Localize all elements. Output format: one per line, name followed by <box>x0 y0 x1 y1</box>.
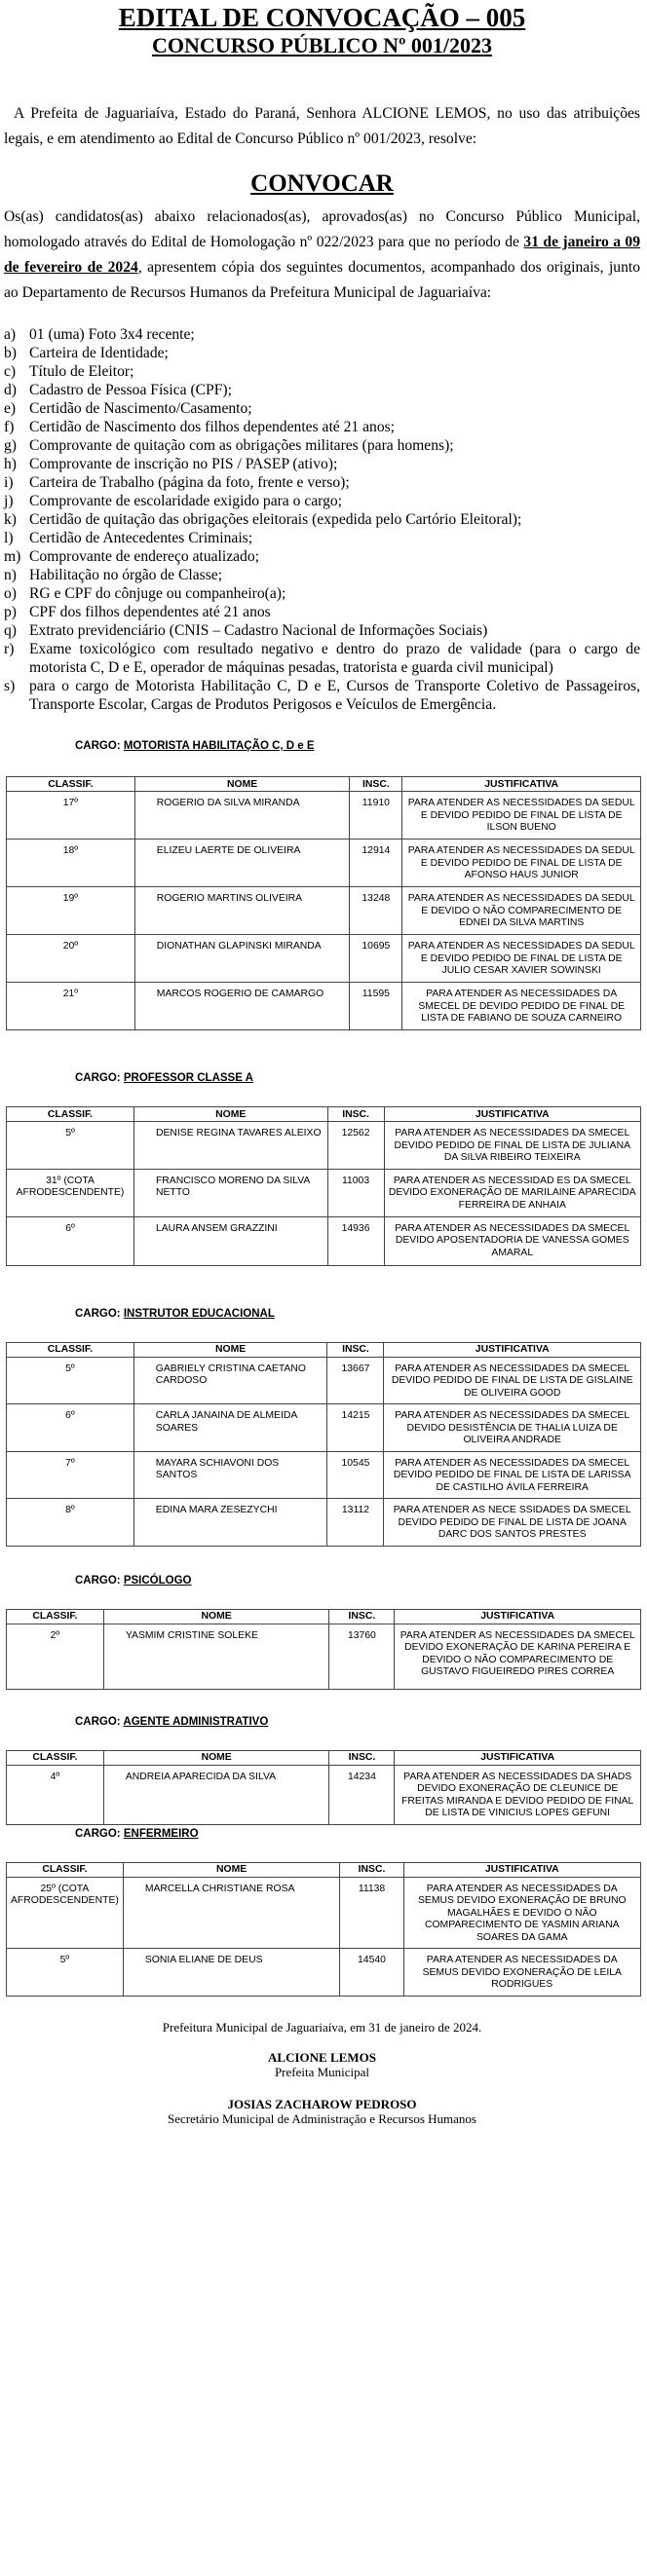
body-text-2: , apresentem cópia dos seguintes documentos, acompanhado dos originais, junto ao Departamento de Recursos Humanos da Prefeitura Municipal de Jaguariaíva: <box>4 259 641 301</box>
column-header-insc: INSC. <box>340 1862 403 1877</box>
column-header-nome: NOME <box>103 1609 329 1624</box>
document-letter: r) <box>4 641 15 657</box>
column-header-insc: INSC. <box>329 1750 395 1765</box>
cell-just: PARA ATENDER AS NECESSIDADES DA SEDUL E DEVIDO PEDIDO DE FINAL DE LISTA DE ILSON BUENO <box>402 792 641 840</box>
cell-just: PARA ATENDER AS NECESSIDADES DA SEDUL E DEVIDO PEDIDO DE FINAL DE LISTA DE JULIO CESAR XAVIER SOWINSKI <box>402 935 641 983</box>
cargo-heading <box>4 739 640 776</box>
table-row <box>7 1404 641 1452</box>
document-item <box>4 621 640 640</box>
document-text: RG e CPF do cônjuge ou companheiro(a); <box>29 585 286 602</box>
column-header-classif: CLASSIF. <box>7 1107 134 1122</box>
table-row <box>7 983 641 1030</box>
cell-classif: 31º (COTA AFRODESCENDENTE) <box>7 1169 134 1216</box>
cell-classif: 20º <box>7 935 135 983</box>
cell-classif: 25º (COTA AFRODESCENDENTE) <box>7 1877 124 1949</box>
document-letter: o) <box>4 585 17 602</box>
table-header-row <box>7 1609 641 1624</box>
column-header-nome: NOME <box>133 1107 327 1122</box>
cell-classif: 4º <box>7 1765 104 1824</box>
table-row <box>7 1357 641 1404</box>
table-header-row <box>7 777 641 792</box>
table-row <box>7 1451 641 1499</box>
cell-just: PARA ATENDER AS NECESSIDADES DA SMECEL DEVIDO PEDIDO DE FINAL DE LISTA DE JULIANA DA SILVA RIBEIRO TEIXEIRA <box>384 1122 640 1170</box>
cargos-container <box>4 739 640 2004</box>
signature-block <box>4 2004 640 2126</box>
document-letter: b) <box>4 345 17 361</box>
table-row <box>7 1765 641 1824</box>
cell-nome: YASMIM CRISTINE SOLEKE <box>103 1624 329 1689</box>
cargo-prefix: CARGO: <box>75 1574 124 1587</box>
cell-insc: 11595 <box>350 983 402 1030</box>
cell-insc: 14936 <box>327 1216 384 1265</box>
cell-nome: ROGERIO MARTINS OLIVEIRA <box>134 887 350 935</box>
column-header-justificativa: JUSTIFICATIVA <box>402 777 641 792</box>
cargo-heading <box>4 1574 640 1609</box>
document-item <box>4 436 640 455</box>
table-row <box>7 1499 641 1547</box>
cell-insc: 11138 <box>340 1877 403 1949</box>
cell-insc: 13760 <box>329 1624 395 1689</box>
cell-nome: DENISE REGINA TAVARES ALEIXO <box>133 1122 327 1170</box>
cargo-name: AGENTE ADMINISTRATIVO <box>123 1715 269 1728</box>
document-letter: d) <box>4 382 17 398</box>
body-text-1: Os(as) candidatos(as) abaixo relacionados(as), aprovados(as) no Concurso Público Municipal, homologado através do Edital de Homologação nº 022/2023 para que no período de <box>4 208 640 250</box>
cell-classif: 5º <box>7 1949 124 1997</box>
cell-nome: ANDREIA APARECIDA DA SILVA <box>103 1765 329 1824</box>
document-letter: n) <box>4 567 17 583</box>
cell-classif: 5º <box>7 1357 134 1404</box>
document-text: Certidão de Antecedentes Criminais; <box>29 530 253 546</box>
document-item <box>4 492 640 510</box>
column-header-justificativa: JUSTIFICATIVA <box>395 1609 641 1624</box>
document-letter: f) <box>4 419 15 435</box>
column-header-insc: INSC. <box>350 777 402 792</box>
document-text: Habilitação no órgão de Classe; <box>29 567 223 583</box>
cell-nome: MARCELLA CHRISTIANE ROSA <box>123 1877 340 1949</box>
document-letter: i) <box>4 474 14 491</box>
cargo-prefix: CARGO: <box>75 1072 124 1084</box>
cell-insc: 14234 <box>329 1765 395 1824</box>
cell-just: PARA ATENDER AS NECESSIDADES DA SEDUL E DEVIDO O NÃO COMPARECIMENTO DE EDNEI DA SILVA MARTINS <box>402 887 641 935</box>
document-letter: j) <box>4 493 14 509</box>
cell-nome: EDINA MARA ZESEZYCHI <box>133 1499 327 1547</box>
column-header-nome: NOME <box>103 1750 329 1765</box>
cell-classif: 8º <box>7 1499 134 1547</box>
document-text: Certidão de Nascimento dos filhos dependentes até 21 anos; <box>29 419 396 435</box>
document-item <box>4 399 640 418</box>
document-letter: g) <box>4 437 17 454</box>
document-text: para o cargo de Motorista Habilitação C, D e E, Cursos de Transporte Coletivo de Passageiros, Transporte Escolar, Cargas de Produtos Perigosos e Veículos de Emergência. <box>29 678 640 713</box>
cell-classif: 2º <box>7 1624 104 1689</box>
document-item <box>4 566 640 584</box>
cell-insc: 13667 <box>327 1357 384 1404</box>
document-text: Extrato previdenciário (CNIS – Cadastro Nacional de Informações Sociais) <box>29 622 488 639</box>
document-item <box>4 510 640 529</box>
table-header-row <box>7 1862 641 1877</box>
candidates-table <box>6 1750 641 1825</box>
column-header-justificativa: JUSTIFICATIVA <box>384 1342 641 1357</box>
document-text: Carteira de Identidade; <box>29 345 169 361</box>
cell-classif: 5º <box>7 1122 134 1170</box>
cell-insc: 13248 <box>350 887 402 935</box>
signer2-name: JOSIAS ZACHAROW PEDROSO <box>227 2097 417 2111</box>
cargo-prefix: CARGO: <box>75 1307 124 1320</box>
table-row <box>7 935 641 983</box>
cell-insc: 12562 <box>327 1122 384 1170</box>
cell-just: PARA ATENDER AS NECESSIDADES DA SMECEL DEVIDO EXONERAÇÃO DE KARINA PEREIRA E DEVIDO O NÃO COMPARECIMENTO DE GUSTAVO FIGUEIREDO PIRES CORREA <box>395 1624 641 1689</box>
column-header-classif: CLASSIF. <box>7 1609 104 1624</box>
document-item <box>4 547 640 566</box>
document-text: Certidão de Nascimento/Casamento; <box>29 400 252 417</box>
column-header-classif: CLASSIF. <box>7 1750 104 1765</box>
cell-nome: MAYARA SCHIAVONI DOS SANTOS <box>133 1451 327 1499</box>
table-row <box>7 1949 641 1997</box>
document-text: Comprovante de endereço atualizado; <box>29 548 259 565</box>
document-item <box>4 455 640 473</box>
column-header-nome: NOME <box>133 1342 327 1357</box>
document-item <box>4 677 640 714</box>
table-row <box>7 887 641 935</box>
cell-classif: 7º <box>7 1451 134 1499</box>
cell-just: PARA ATENDER AS NECESSIDADES DA SMECEL DE DEVIDO PEDIDO DE FINAL DE LISTA DE FABIANO DE SOUZA CARNEIRO <box>402 983 641 1030</box>
cell-insc: 11910 <box>350 792 402 840</box>
cell-just: PARA ATENDER AS NECESSIDAD ES DA SMECEL DEVIDO EXONERAÇÃO DE MARILAINE APARECIDA FERREIRA DE ANHAIA <box>384 1169 640 1216</box>
document-title: EDITAL DE CONVOCAÇÃO – 005 <box>118 3 526 32</box>
cell-nome: ROGERIO DA SILVA MIRANDA <box>134 792 350 840</box>
column-header-insc: INSC. <box>327 1342 384 1357</box>
document-text: 01 (uma) Foto 3x4 recente; <box>29 326 195 343</box>
candidates-table <box>6 1342 641 1547</box>
document-letter: m) <box>4 548 21 565</box>
candidates-table <box>6 1862 641 1997</box>
cargo-name: MOTORISTA HABILITAÇÃO C, D e E <box>123 740 315 752</box>
document-text: Título de Eleitor; <box>29 363 134 380</box>
cell-insc: 14215 <box>327 1404 384 1452</box>
cell-insc: 10695 <box>350 935 402 983</box>
document-text: Comprovante de escolaridade exigido para o cargo; <box>29 493 342 509</box>
cell-just: PARA ATENDER AS NECESSIDADES DA SMECEL DEVIDO DESISTÊNCIA DE THALIA LUIZA DE OLIVEIRA ANDRADE <box>384 1404 641 1452</box>
cell-just: PARA ATENDER AS NECESSIDADES DA SMECEL DEVIDO PEDIDO DE FINAL DE LISTA DE LARISSA DE CASTILHO ÁVILA FERREIRA <box>384 1451 641 1499</box>
cell-nome: LAURA ANSEM GRAZZINI <box>133 1216 327 1265</box>
column-header-nome: NOME <box>123 1862 340 1877</box>
cell-insc: 10545 <box>327 1451 384 1499</box>
table-header-row <box>7 1107 641 1122</box>
cell-nome: GABRIELY CRISTINA CAETANO CARDOSO <box>133 1357 327 1404</box>
cargo-prefix: CARGO: <box>75 1715 124 1728</box>
document-letter: l) <box>4 530 14 546</box>
document-item <box>4 344 640 362</box>
document-item <box>4 603 640 621</box>
document-letter: p) <box>4 604 17 620</box>
table-header-row <box>7 1342 641 1357</box>
place-date: Prefeitura Municipal de Jaguariaíva, em 31 de janeiro de 2024. <box>162 2020 482 2035</box>
document-text: Certidão de quitação das obrigações eleitorais (expedida pelo Cartório Eleitoral); <box>29 511 522 528</box>
document-letter: k) <box>4 511 17 528</box>
cell-nome: DIONATHAN GLAPINSKI MIRANDA <box>134 935 350 983</box>
cargo-name: PSICÓLOGO <box>123 1574 192 1587</box>
body-paragraph <box>4 205 640 306</box>
document-item <box>4 362 640 381</box>
table-row <box>7 1122 641 1170</box>
table-row <box>7 840 641 887</box>
signer2-role: Secretário Municipal de Administração e Recursos Humanos <box>168 2111 476 2126</box>
document-item <box>4 325 640 344</box>
cargo-prefix: CARGO: <box>75 740 124 752</box>
cell-classif: 17º <box>7 792 135 840</box>
column-header-nome: NOME <box>134 777 350 792</box>
document-text: Cadastro de Pessoa Física (CPF); <box>29 382 232 398</box>
document-text: Carteira de Trabalho (página da foto, frente e verso); <box>29 474 350 491</box>
cargo-name: ENFERMEIRO <box>123 1827 199 1840</box>
cell-nome: CARLA JANAINA DE ALMEIDA SOARES <box>133 1404 327 1452</box>
documents-list <box>4 325 640 714</box>
body-dates: 31 de janeiro a 09 de fevereiro de 2024 <box>4 234 641 276</box>
table-row <box>7 1216 641 1265</box>
cell-just: PARA ATENDER AS NECE SSIDADES DA SMECEL DEVIDO PEDIDO DE FINAL DE LISTA DE JOANA DARC DOS SANTOS PRESTES <box>384 1499 641 1547</box>
cell-just: PARA ATENDER AS NECESSIDADES DA SEMUS DEVIDO EXONERAÇÃO DE LEILA RODRIGUES <box>403 1949 640 1997</box>
cell-classif: 6º <box>7 1404 134 1452</box>
document-item <box>4 418 640 436</box>
cell-classif: 6º <box>7 1216 134 1265</box>
intro-paragraph: A Prefeita de Jaguariaíva, Estado do Paraná, Senhora ALCIONE LEMOS, no uso das atribuições legais, e em atendimento ao Edital de Concurso Público nº 001/2023, resolve: <box>4 105 640 147</box>
document-item <box>4 473 640 492</box>
document-text: Comprovante de inscrição no PIS / PASEP (ativo); <box>29 456 338 472</box>
cargo-prefix: CARGO: <box>75 1827 124 1840</box>
cell-insc: 14540 <box>340 1949 403 1997</box>
cell-classif: 19º <box>7 887 135 935</box>
column-header-classif: CLASSIF. <box>7 1862 124 1877</box>
document-letter: c) <box>4 363 17 380</box>
document-item <box>4 529 640 547</box>
cell-just: PARA ATENDER AS NECESSIDADES DA SMECEL DEVIDO APOSENTADORIA DE VANESSA GOMES AMARAL <box>384 1216 640 1265</box>
column-header-insc: INSC. <box>327 1107 384 1122</box>
document-letter: e) <box>4 400 17 417</box>
column-header-classif: CLASSIF. <box>7 1342 134 1357</box>
table-row <box>7 1624 641 1689</box>
document-letter: h) <box>4 456 17 472</box>
document-letter: s) <box>4 678 16 694</box>
document-text: Exame toxicológico com resultado negativo e dentro do prazo de validade (para o cargo de motorista C, D e E, operador de máquinas pesadas, tratorista e guarda civil municipal) <box>29 641 640 676</box>
cargo-heading <box>4 1827 640 1862</box>
cell-just: PARA ATENDER AS NECESSIDADES DA SEDUL E DEVIDO PEDIDO DE FINAL DE LISTA DE AFONSO HAUS JUNIOR <box>402 840 641 887</box>
signer1-name: ALCIONE LEMOS <box>268 2050 376 2065</box>
document-text: CPF dos filhos dependentes até 21 anos <box>29 604 271 620</box>
cargo-name: PROFESSOR CLASSE A <box>123 1072 253 1084</box>
document-letter: q) <box>4 622 17 639</box>
cell-classif: 21º <box>7 983 135 1030</box>
cargo-heading <box>4 1071 640 1106</box>
table-row <box>7 1877 641 1949</box>
cell-nome: MARCOS ROGERIO DE CAMARGO <box>134 983 350 1030</box>
cell-insc: 12914 <box>350 840 402 887</box>
table-header-row <box>7 1750 641 1765</box>
cargo-heading <box>4 1715 640 1750</box>
column-header-justificativa: JUSTIFICATIVA <box>395 1750 641 1765</box>
cell-classif: 18º <box>7 840 135 887</box>
cargo-heading <box>4 1307 640 1342</box>
cell-nome: ELIZEU LAERTE DE OLIVEIRA <box>134 840 350 887</box>
cargo-name: INSTRUTOR EDUCACIONAL <box>123 1307 275 1320</box>
candidates-table <box>6 776 641 1030</box>
cell-nome: SONIA ELIANE DE DEUS <box>123 1949 340 1997</box>
candidates-table <box>6 1106 641 1266</box>
document-item <box>4 640 640 677</box>
document-letter: a) <box>4 326 17 343</box>
cell-just: PARA ATENDER AS NECESSIDADES DA SHADS DEVIDO EXONERAÇÃO DE CLEUNICE DE FREITAS MIRANDA E DEVIDO PEDIDO DE FINAL DE LISTA DE VINICIUS LOPES GEFUNI <box>395 1765 641 1824</box>
table-row <box>7 792 641 840</box>
cell-just: PARA ATENDER AS NECESSIDADES DA SEMUS DEVIDO EXONERAÇÃO DE BRUNO MAGALHÃES E DEVIDO O NÃO COMPARECIMENTO DE YASMIN ARIANA SOARES DA GAMA <box>403 1877 640 1949</box>
column-header-justificativa: JUSTIFICATIVA <box>403 1862 640 1877</box>
table-row <box>7 1169 641 1216</box>
signer1-role: Prefeita Municipal <box>274 2065 370 2079</box>
document-subtitle: CONCURSO PÚBLICO Nº 001/2023 <box>152 33 492 57</box>
cell-insc: 11003 <box>327 1169 384 1216</box>
cell-nome: FRANCISCO MORENO DA SILVA NETTO <box>133 1169 327 1216</box>
document-item <box>4 381 640 399</box>
document-text: Comprovante de quitação com as obrigações militares (para homens); <box>29 437 454 454</box>
cell-insc: 13112 <box>327 1499 384 1547</box>
cell-just: PARA ATENDER AS NECESSIDADES DA SMECEL DEVIDO PEDIDO DE FINAL DE LISTA DE GISLAINE DE OLIVEIRA GOOD <box>384 1357 641 1404</box>
column-header-justificativa: JUSTIFICATIVA <box>384 1107 640 1122</box>
convocar-heading: CONVOCAR <box>250 170 394 197</box>
column-header-insc: INSC. <box>329 1609 395 1624</box>
candidates-table <box>6 1609 641 1690</box>
document-item <box>4 584 640 603</box>
column-header-classif: CLASSIF. <box>7 777 135 792</box>
